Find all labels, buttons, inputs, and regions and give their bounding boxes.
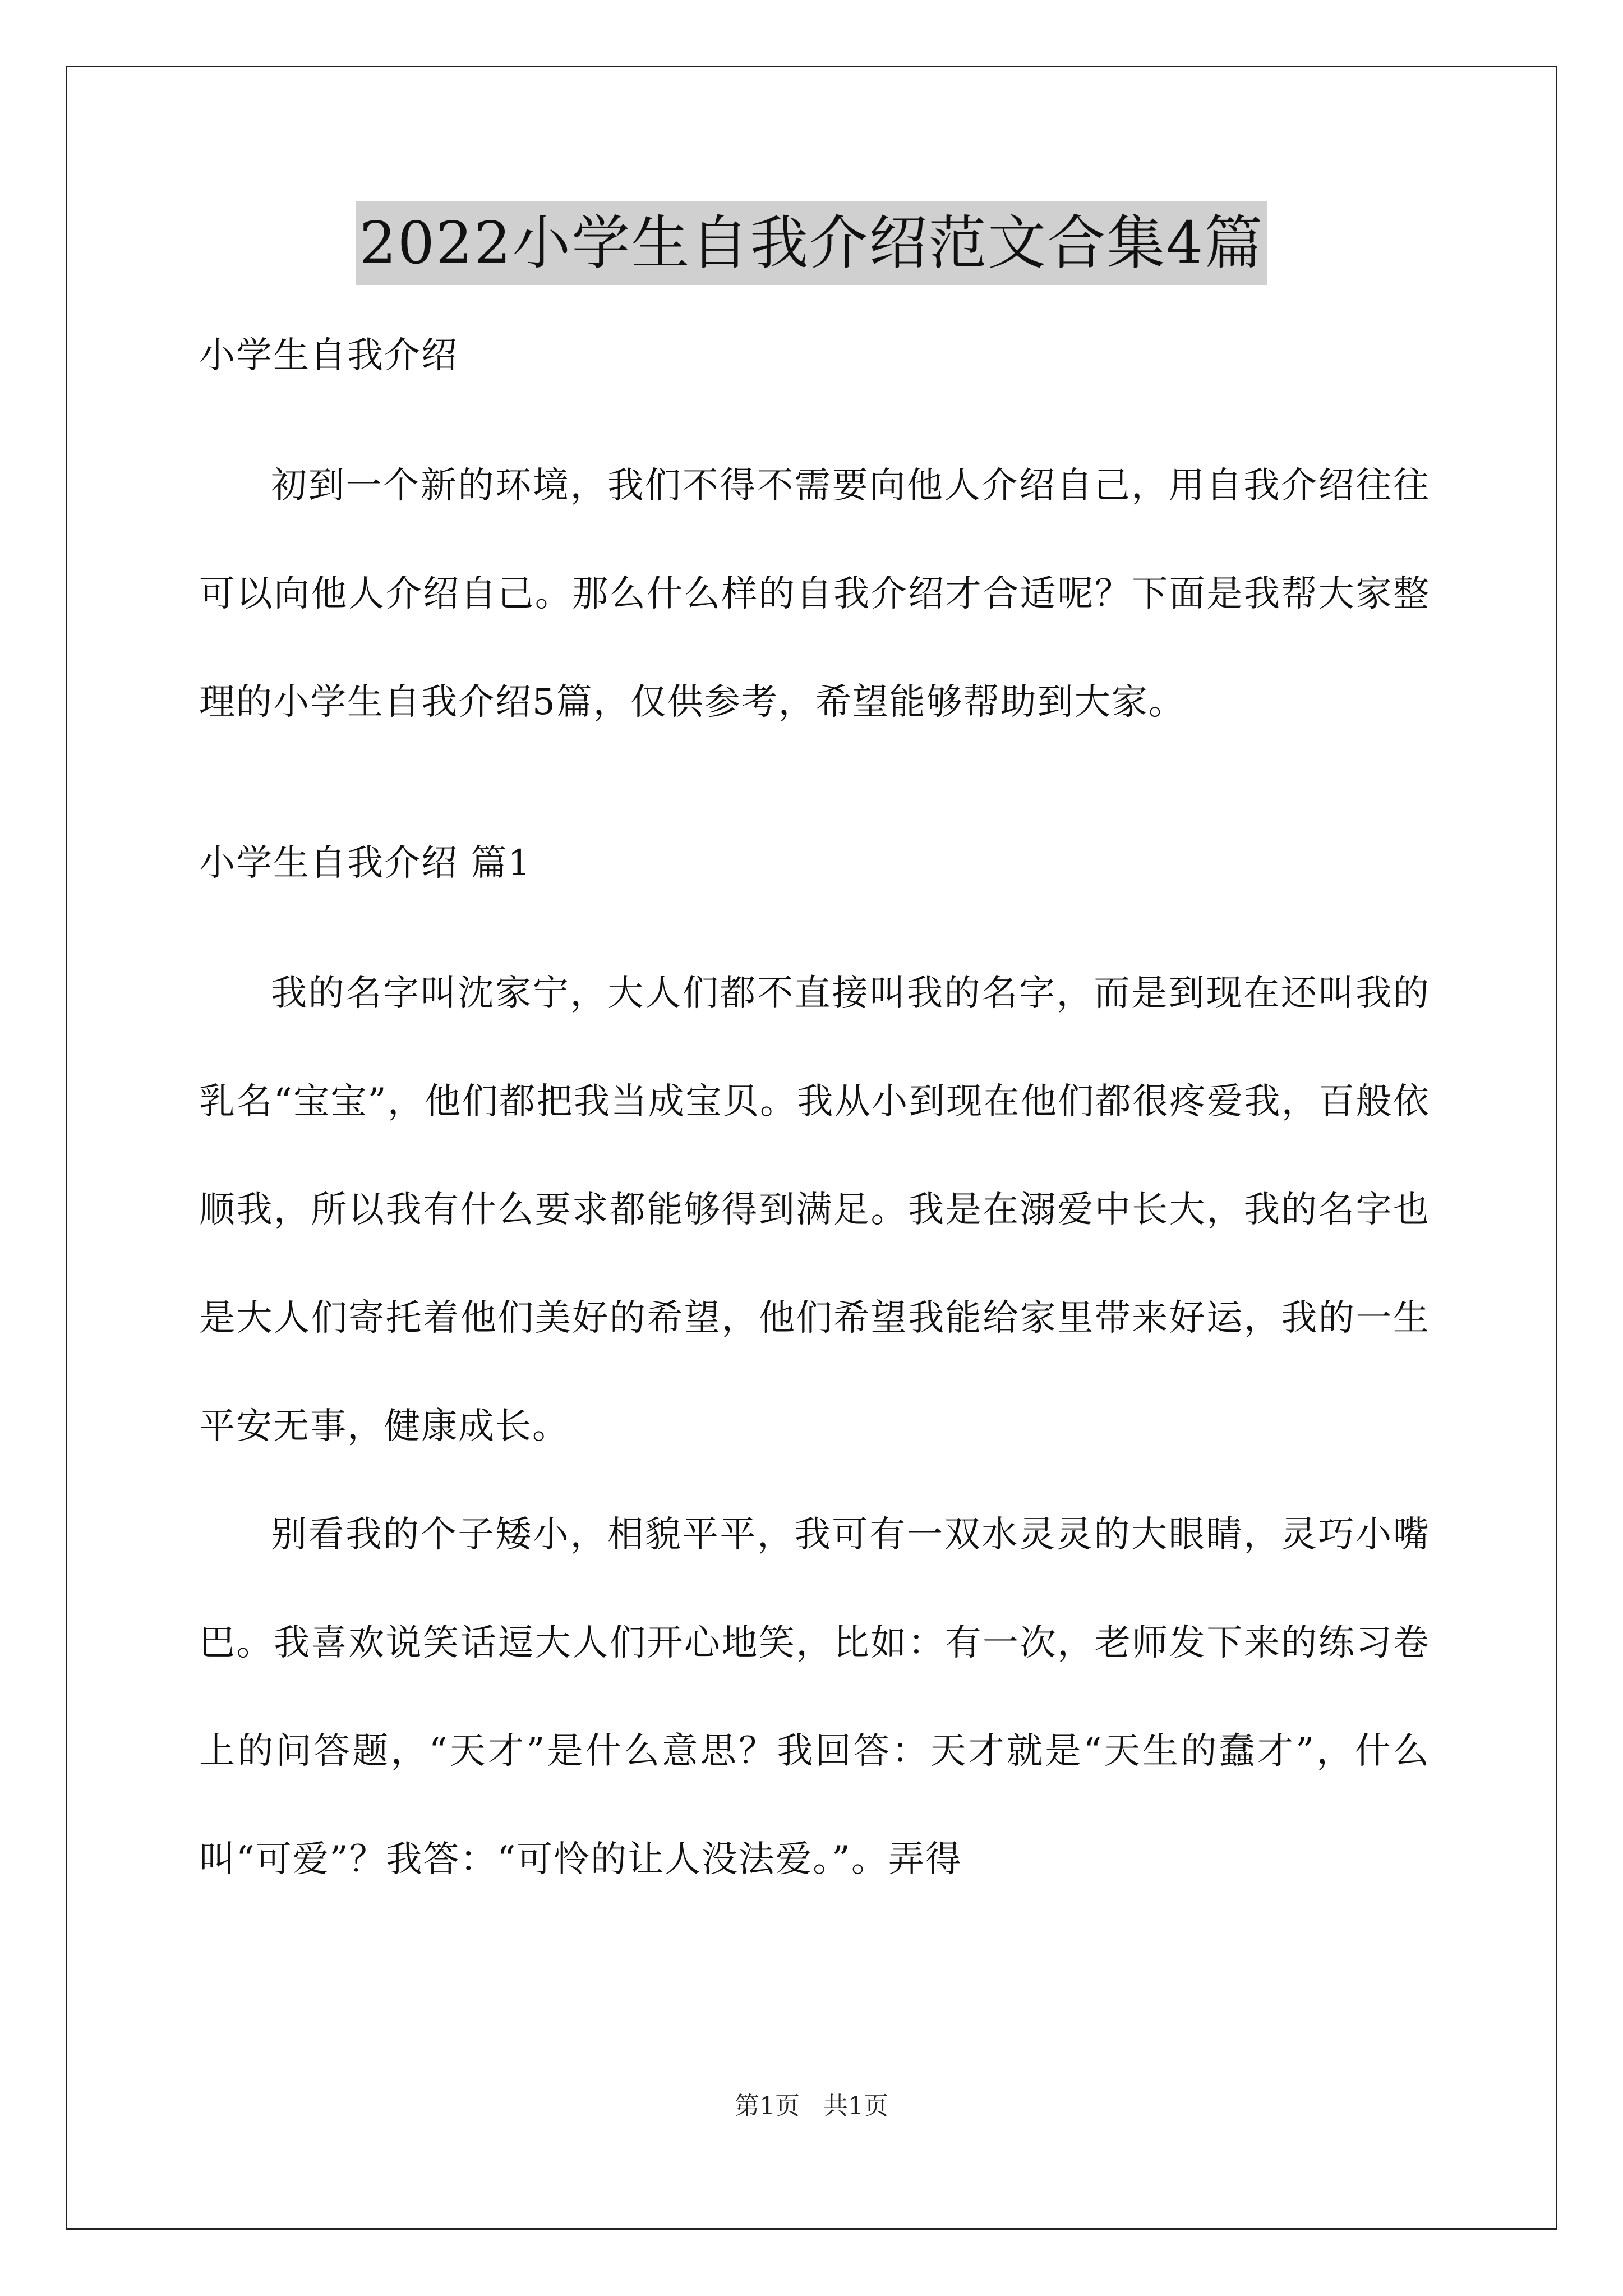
section-heading-part-1: 小学生自我介绍 篇1	[199, 843, 532, 884]
document-title: 2022小学生自我介绍范文合集4篇	[356, 201, 1267, 285]
paragraph-part-1-a: 我的名字叫沈家宁，大人们都不直接叫我的名字，而是到现在还叫我的乳名“宝宝”，他们都把我当成宝贝。我从小到现在他们都很疼爱我，百般依顺我，所以我有什么要求都能够得到满足。我是在溺爱中长大，我的名字也是大人们寄托着他们美好的希望，他们希望我能给家里带来好运，我的一生平安无事，健康成长。	[199, 973, 1430, 1447]
title-container	[0, 201, 1623, 285]
section-heading-intro: 小学生自我介绍	[199, 335, 458, 376]
paragraph-intro: 初到一个新的环境，我们不得不需要向他人介绍自己，用自我介绍往往可以向他人介绍自己。那么什么样的自我介绍才合适呢？下面是我帮大家整理的小学生自我介绍5篇，仅供参考，希望能够帮助到大家。	[199, 465, 1430, 723]
paragraph-part-1-b: 别看我的个子矮小，相貌平平，我可有一双水灵灵的大眼睛，灵巧小嘴巴。我喜欢说笑话逗大人们开心地笑，比如：有一次，老师发下来的练习卷上的问答题，“天才”是什么意思？我回答：天才就是“天生的蠢才”，什么叫“可爱”？我答：“可怜的让人没法爱。”。弄得	[199, 1514, 1430, 1880]
document-body	[199, 314, 1430, 1914]
page-number-footer: 第1页 共1页	[735, 2092, 888, 2120]
